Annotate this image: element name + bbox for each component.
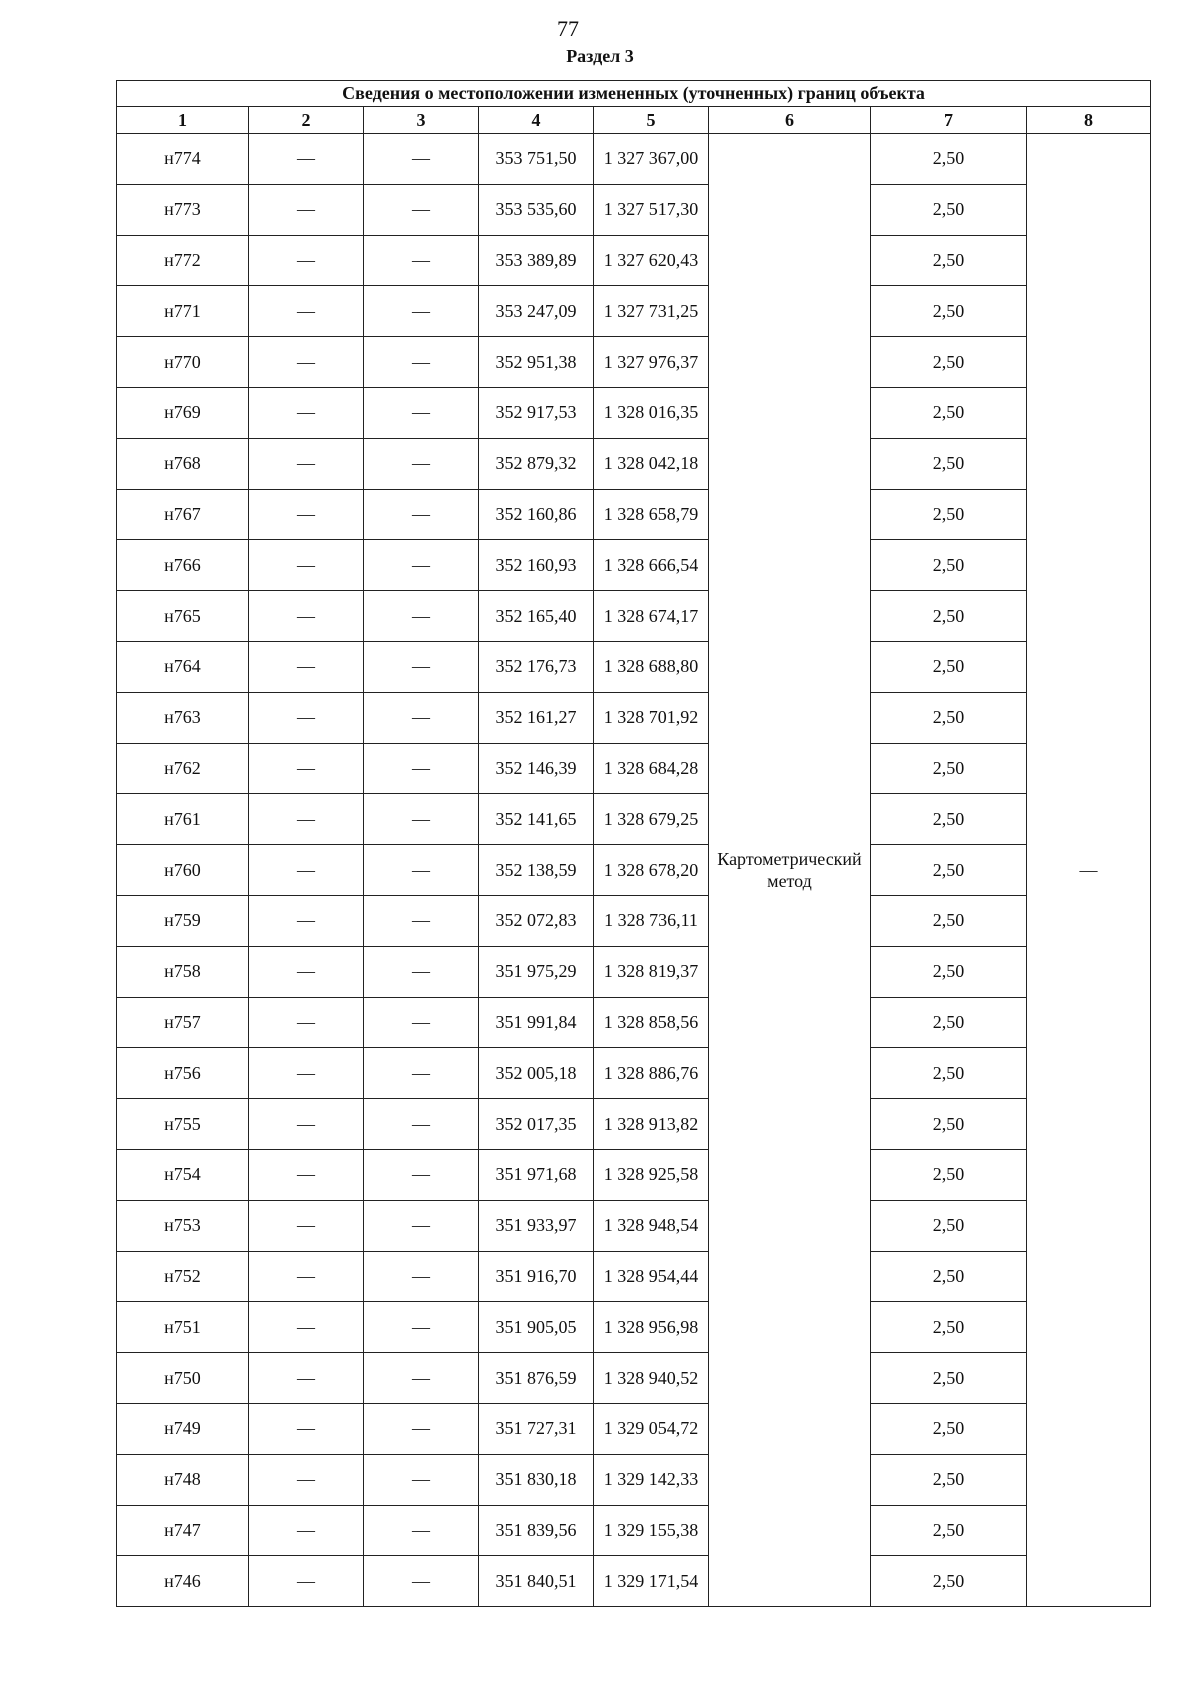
y-coordinate-cell: 1 327 731,25 bbox=[594, 286, 709, 337]
x-coordinate-cell: 353 247,09 bbox=[479, 286, 594, 337]
column-3-cell: — bbox=[364, 692, 479, 743]
point-label-cell: н752 bbox=[117, 1251, 249, 1302]
column-2-cell: — bbox=[249, 235, 364, 286]
x-coordinate-cell: 351 839,56 bbox=[479, 1505, 594, 1556]
y-coordinate-cell: 1 327 367,00 bbox=[594, 134, 709, 185]
column-3-cell: — bbox=[364, 997, 479, 1048]
point-label-cell: н751 bbox=[117, 1302, 249, 1353]
accuracy-cell: 2,50 bbox=[871, 286, 1027, 337]
column-2-cell: — bbox=[249, 591, 364, 642]
point-label-cell: н747 bbox=[117, 1505, 249, 1556]
column-3-cell: — bbox=[364, 1353, 479, 1404]
point-label-cell: н749 bbox=[117, 1403, 249, 1454]
y-coordinate-cell: 1 328 688,80 bbox=[594, 641, 709, 692]
point-label-cell: н772 bbox=[117, 235, 249, 286]
point-label-cell: н764 bbox=[117, 641, 249, 692]
column-3-cell: — bbox=[364, 1556, 479, 1607]
table-row bbox=[117, 134, 1151, 185]
column-2-cell: — bbox=[249, 895, 364, 946]
table-row bbox=[117, 743, 1151, 794]
y-coordinate-cell: 1 328 678,20 bbox=[594, 845, 709, 896]
x-coordinate-cell: 353 535,60 bbox=[479, 184, 594, 235]
y-coordinate-cell: 1 328 925,58 bbox=[594, 1149, 709, 1200]
point-label-cell: н746 bbox=[117, 1556, 249, 1607]
column-number-3: 3 bbox=[364, 107, 479, 134]
x-coordinate-cell: 351 830,18 bbox=[479, 1454, 594, 1505]
column-2-cell: — bbox=[249, 1505, 364, 1556]
table-row bbox=[117, 337, 1151, 388]
column-3-cell: — bbox=[364, 1454, 479, 1505]
column-2-cell: — bbox=[249, 337, 364, 388]
point-label-cell: н763 bbox=[117, 692, 249, 743]
point-label-cell: н770 bbox=[117, 337, 249, 388]
point-label-cell: н753 bbox=[117, 1200, 249, 1251]
x-coordinate-cell: 352 017,35 bbox=[479, 1099, 594, 1150]
x-coordinate-cell: 352 138,59 bbox=[479, 845, 594, 896]
y-coordinate-cell: 1 327 976,37 bbox=[594, 337, 709, 388]
accuracy-cell: 2,50 bbox=[871, 134, 1027, 185]
table-row bbox=[117, 1099, 1151, 1150]
accuracy-cell: 2,50 bbox=[871, 1149, 1027, 1200]
y-coordinate-cell: 1 328 886,76 bbox=[594, 1048, 709, 1099]
column-3-cell: — bbox=[364, 1251, 479, 1302]
column-2-cell: — bbox=[249, 286, 364, 337]
point-label-cell: н748 bbox=[117, 1454, 249, 1505]
column-number-5: 5 bbox=[594, 107, 709, 134]
page-number: 77 bbox=[557, 16, 579, 41]
point-label-cell: н766 bbox=[117, 540, 249, 591]
column-number-6: 6 bbox=[709, 107, 871, 134]
table-row bbox=[117, 286, 1151, 337]
y-coordinate-cell: 1 328 913,82 bbox=[594, 1099, 709, 1150]
column-3-cell: — bbox=[364, 1048, 479, 1099]
point-label-cell: н769 bbox=[117, 387, 249, 438]
table-row bbox=[117, 387, 1151, 438]
point-label-cell: н755 bbox=[117, 1099, 249, 1150]
column-3-cell: — bbox=[364, 1200, 479, 1251]
column-3-cell: — bbox=[364, 794, 479, 845]
table-row bbox=[117, 1251, 1151, 1302]
x-coordinate-cell: 352 161,27 bbox=[479, 692, 594, 743]
accuracy-cell: 2,50 bbox=[871, 895, 1027, 946]
accuracy-cell: 2,50 bbox=[871, 1048, 1027, 1099]
column-3-cell: — bbox=[364, 895, 479, 946]
point-label-cell: н771 bbox=[117, 286, 249, 337]
y-coordinate-cell: 1 328 658,79 bbox=[594, 489, 709, 540]
y-coordinate-cell: 1 328 948,54 bbox=[594, 1200, 709, 1251]
x-coordinate-cell: 351 840,51 bbox=[479, 1556, 594, 1607]
table-row bbox=[117, 1048, 1151, 1099]
x-coordinate-cell: 351 991,84 bbox=[479, 997, 594, 1048]
column-3-cell: — bbox=[364, 1505, 479, 1556]
table-row bbox=[117, 540, 1151, 591]
point-label-cell: н760 bbox=[117, 845, 249, 896]
column-2-cell: — bbox=[249, 1149, 364, 1200]
y-coordinate-cell: 1 329 171,54 bbox=[594, 1556, 709, 1607]
y-coordinate-cell: 1 328 858,56 bbox=[594, 997, 709, 1048]
table-row bbox=[117, 1454, 1151, 1505]
accuracy-cell: 2,50 bbox=[871, 692, 1027, 743]
accuracy-cell: 2,50 bbox=[871, 1556, 1027, 1607]
point-label-cell: н767 bbox=[117, 489, 249, 540]
table-row bbox=[117, 895, 1151, 946]
y-coordinate-cell: 1 327 517,30 bbox=[594, 184, 709, 235]
x-coordinate-cell: 352 917,53 bbox=[479, 387, 594, 438]
y-coordinate-cell: 1 328 701,92 bbox=[594, 692, 709, 743]
accuracy-cell: 2,50 bbox=[871, 235, 1027, 286]
point-label-cell: н757 bbox=[117, 997, 249, 1048]
accuracy-cell: 2,50 bbox=[871, 641, 1027, 692]
point-label-cell: н774 bbox=[117, 134, 249, 185]
x-coordinate-cell: 352 146,39 bbox=[479, 743, 594, 794]
accuracy-cell: 2,50 bbox=[871, 946, 1027, 997]
x-coordinate-cell: 351 876,59 bbox=[479, 1353, 594, 1404]
x-coordinate-cell: 352 176,73 bbox=[479, 641, 594, 692]
point-label-cell: н750 bbox=[117, 1353, 249, 1404]
column-3-cell: — bbox=[364, 845, 479, 896]
column-2-cell: — bbox=[249, 1556, 364, 1607]
point-label-cell: н758 bbox=[117, 946, 249, 997]
column-3-cell: — bbox=[364, 489, 479, 540]
y-coordinate-cell: 1 328 736,11 bbox=[594, 895, 709, 946]
table-row bbox=[117, 1149, 1151, 1200]
column-2-cell: — bbox=[249, 1302, 364, 1353]
method-cell: Картометрический метод bbox=[709, 134, 871, 1607]
table-row bbox=[117, 1353, 1151, 1404]
x-coordinate-cell: 352 005,18 bbox=[479, 1048, 594, 1099]
x-coordinate-cell: 352 072,83 bbox=[479, 895, 594, 946]
column-2-cell: — bbox=[249, 1200, 364, 1251]
x-coordinate-cell: 352 160,86 bbox=[479, 489, 594, 540]
column-2-cell: — bbox=[249, 1454, 364, 1505]
point-label-cell: н761 bbox=[117, 794, 249, 845]
accuracy-cell: 2,50 bbox=[871, 1200, 1027, 1251]
column-2-cell: — bbox=[249, 1099, 364, 1150]
column-3-cell: — bbox=[364, 235, 479, 286]
column-3-cell: — bbox=[364, 184, 479, 235]
x-coordinate-cell: 351 975,29 bbox=[479, 946, 594, 997]
accuracy-cell: 2,50 bbox=[871, 1403, 1027, 1454]
accuracy-cell: 2,50 bbox=[871, 1454, 1027, 1505]
column-2-cell: — bbox=[249, 1403, 364, 1454]
column-3-cell: — bbox=[364, 286, 479, 337]
y-coordinate-cell: 1 328 042,18 bbox=[594, 438, 709, 489]
column-3-cell: — bbox=[364, 387, 479, 438]
y-coordinate-cell: 1 328 016,35 bbox=[594, 387, 709, 438]
point-label-cell: н768 bbox=[117, 438, 249, 489]
accuracy-cell: 2,50 bbox=[871, 845, 1027, 896]
boundary-coordinates-table bbox=[116, 80, 1151, 1607]
column-number-4: 4 bbox=[479, 107, 594, 134]
x-coordinate-cell: 351 727,31 bbox=[479, 1403, 594, 1454]
y-coordinate-cell: 1 329 142,33 bbox=[594, 1454, 709, 1505]
table-caption: Сведения о местоположении измененных (уточненных) границ объекта bbox=[117, 81, 1151, 107]
column-number-row bbox=[117, 107, 1151, 134]
column-3-cell: — bbox=[364, 337, 479, 388]
accuracy-cell: 2,50 bbox=[871, 1302, 1027, 1353]
column-3-cell: — bbox=[364, 134, 479, 185]
table-row bbox=[117, 845, 1151, 896]
x-coordinate-cell: 351 971,68 bbox=[479, 1149, 594, 1200]
y-coordinate-cell: 1 328 674,17 bbox=[594, 591, 709, 642]
x-coordinate-cell: 352 141,65 bbox=[479, 794, 594, 845]
table-body bbox=[117, 134, 1151, 1607]
table-row bbox=[117, 1556, 1151, 1607]
accuracy-cell: 2,50 bbox=[871, 1099, 1027, 1150]
accuracy-cell: 2,50 bbox=[871, 1353, 1027, 1404]
x-coordinate-cell: 352 879,32 bbox=[479, 438, 594, 489]
accuracy-cell: 2,50 bbox=[871, 743, 1027, 794]
accuracy-cell: 2,50 bbox=[871, 591, 1027, 642]
table-row bbox=[117, 794, 1151, 845]
column-3-cell: — bbox=[364, 743, 479, 794]
table-row bbox=[117, 997, 1151, 1048]
column-2-cell: — bbox=[249, 1353, 364, 1404]
table-row bbox=[117, 235, 1151, 286]
accuracy-cell: 2,50 bbox=[871, 1505, 1027, 1556]
table-row bbox=[117, 641, 1151, 692]
column-3-cell: — bbox=[364, 1403, 479, 1454]
y-coordinate-cell: 1 328 954,44 bbox=[594, 1251, 709, 1302]
column-2-cell: — bbox=[249, 1048, 364, 1099]
column-3-cell: — bbox=[364, 1099, 479, 1150]
point-label-cell: н759 bbox=[117, 895, 249, 946]
y-coordinate-cell: 1 328 684,28 bbox=[594, 743, 709, 794]
column-3-cell: — bbox=[364, 438, 479, 489]
table-row bbox=[117, 489, 1151, 540]
table-row bbox=[117, 946, 1151, 997]
x-coordinate-cell: 351 905,05 bbox=[479, 1302, 594, 1353]
column-2-cell: — bbox=[249, 997, 364, 1048]
point-label-cell: н773 bbox=[117, 184, 249, 235]
column-2-cell: — bbox=[249, 540, 364, 591]
x-coordinate-cell: 353 751,50 bbox=[479, 134, 594, 185]
table-row bbox=[117, 438, 1151, 489]
column-number-7: 7 bbox=[871, 107, 1027, 134]
column-3-cell: — bbox=[364, 946, 479, 997]
column-3-cell: — bbox=[364, 641, 479, 692]
x-coordinate-cell: 351 933,97 bbox=[479, 1200, 594, 1251]
y-coordinate-cell: 1 329 054,72 bbox=[594, 1403, 709, 1454]
column-2-cell: — bbox=[249, 387, 364, 438]
section-title: Раздел 3 bbox=[566, 46, 634, 66]
x-coordinate-cell: 353 389,89 bbox=[479, 235, 594, 286]
table-row bbox=[117, 591, 1151, 642]
accuracy-cell: 2,50 bbox=[871, 387, 1027, 438]
accuracy-cell: 2,50 bbox=[871, 184, 1027, 235]
y-coordinate-cell: 1 328 819,37 bbox=[594, 946, 709, 997]
column-2-cell: — bbox=[249, 794, 364, 845]
column-number-2: 2 bbox=[249, 107, 364, 134]
accuracy-cell: 2,50 bbox=[871, 540, 1027, 591]
accuracy-cell: 2,50 bbox=[871, 489, 1027, 540]
y-coordinate-cell: 1 327 620,43 bbox=[594, 235, 709, 286]
column-3-cell: — bbox=[364, 1302, 479, 1353]
table-row bbox=[117, 1505, 1151, 1556]
x-coordinate-cell: 352 951,38 bbox=[479, 337, 594, 388]
column-2-cell: — bbox=[249, 845, 364, 896]
table-row bbox=[117, 692, 1151, 743]
column-2-cell: — bbox=[249, 743, 364, 794]
y-coordinate-cell: 1 329 155,38 bbox=[594, 1505, 709, 1556]
point-label-cell: н765 bbox=[117, 591, 249, 642]
accuracy-cell: 2,50 bbox=[871, 438, 1027, 489]
column-2-cell: — bbox=[249, 946, 364, 997]
accuracy-cell: 2,50 bbox=[871, 794, 1027, 845]
column-3-cell: — bbox=[364, 591, 479, 642]
y-coordinate-cell: 1 328 940,52 bbox=[594, 1353, 709, 1404]
column-2-cell: — bbox=[249, 184, 364, 235]
column-2-cell: — bbox=[249, 641, 364, 692]
y-coordinate-cell: 1 328 956,98 bbox=[594, 1302, 709, 1353]
column-number-8: 8 bbox=[1027, 107, 1151, 134]
table-row bbox=[117, 184, 1151, 235]
point-label-cell: н754 bbox=[117, 1149, 249, 1200]
y-coordinate-cell: 1 328 679,25 bbox=[594, 794, 709, 845]
column-3-cell: — bbox=[364, 1149, 479, 1200]
column-2-cell: — bbox=[249, 489, 364, 540]
accuracy-cell: 2,50 bbox=[871, 337, 1027, 388]
column-8-cell: — bbox=[1027, 134, 1151, 1607]
accuracy-cell: 2,50 bbox=[871, 1251, 1027, 1302]
point-label-cell: н762 bbox=[117, 743, 249, 794]
column-number-1: 1 bbox=[117, 107, 249, 134]
x-coordinate-cell: 352 160,93 bbox=[479, 540, 594, 591]
x-coordinate-cell: 352 165,40 bbox=[479, 591, 594, 642]
table-row bbox=[117, 1403, 1151, 1454]
column-3-cell: — bbox=[364, 540, 479, 591]
column-2-cell: — bbox=[249, 134, 364, 185]
x-coordinate-cell: 351 916,70 bbox=[479, 1251, 594, 1302]
table-row bbox=[117, 1200, 1151, 1251]
point-label-cell: н756 bbox=[117, 1048, 249, 1099]
accuracy-cell: 2,50 bbox=[871, 997, 1027, 1048]
y-coordinate-cell: 1 328 666,54 bbox=[594, 540, 709, 591]
column-2-cell: — bbox=[249, 1251, 364, 1302]
column-2-cell: — bbox=[249, 692, 364, 743]
column-2-cell: — bbox=[249, 438, 364, 489]
table-row bbox=[117, 1302, 1151, 1353]
